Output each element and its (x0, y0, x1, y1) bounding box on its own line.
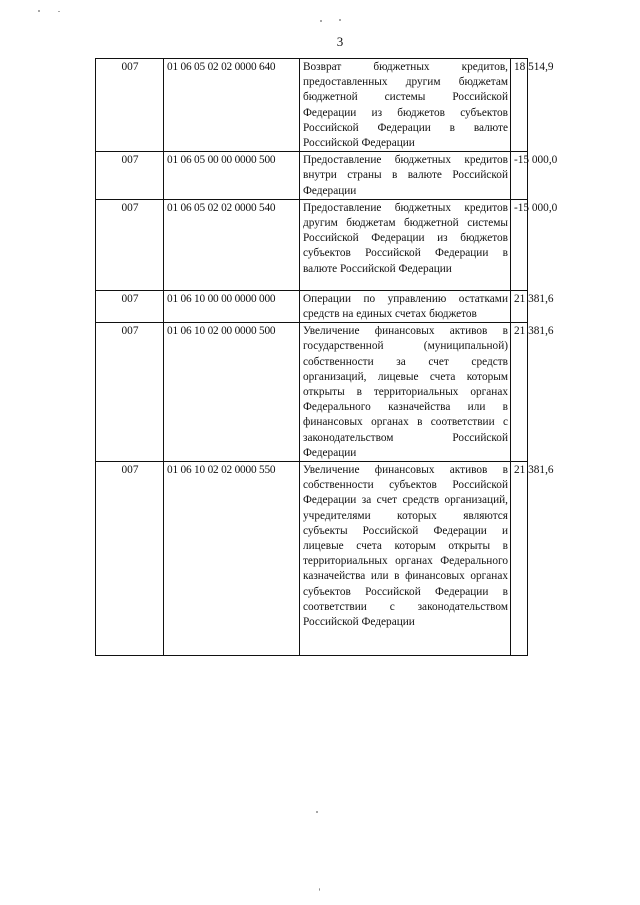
amount-cell: 21 381,6 (511, 462, 528, 656)
admin-code-cell: 007 (96, 152, 164, 200)
budget-table-body (96, 59, 558, 656)
table-row (96, 59, 528, 152)
description-cell: Предоставление бюджетных кредитов внутри страны в валюте Российской Федерации (300, 152, 511, 200)
amount-cell: 21 381,6 (511, 323, 528, 462)
admin-code-cell: 007 (96, 199, 164, 290)
table-row (96, 290, 528, 322)
scan-speck (58, 11, 60, 12)
scan-speck (38, 10, 40, 12)
budget-table (95, 58, 558, 656)
budget-code-cell: 01 06 05 00 00 0000 500 (164, 152, 300, 200)
admin-code-cell: 007 (96, 462, 164, 656)
scan-speck (339, 19, 341, 21)
budget-code-cell: 01 06 10 02 00 0000 500 (164, 323, 300, 462)
table-row (96, 199, 528, 290)
scan-speck (319, 888, 320, 891)
budget-code-cell: 01 06 05 02 02 0000 540 (164, 199, 300, 290)
admin-code-cell: 007 (96, 323, 164, 462)
scan-speck (316, 811, 318, 813)
admin-code-cell: 007 (96, 290, 164, 322)
amount-cell: -15 000,0 (511, 152, 528, 200)
table-row (96, 462, 528, 656)
amount-cell: 21 381,6 (511, 290, 528, 322)
admin-code-cell: 007 (96, 59, 164, 152)
amount-cell: -15 000,0 (511, 199, 528, 290)
description-cell: Операции по управлению остатками средств на единых счетах бюджетов (300, 290, 511, 322)
description-cell: Увеличение финансовых активов в собственности субъектов Российской Федерации за счет средств организаций, учредителями которых являются субъекты Российской Федерации и лицевые счета которым открыты в территориальных органах Федерального казначейства или в финансовых органах субъектов Российской Федерации в соответствии с законодательством Российской Федерации (300, 462, 511, 656)
table-row (96, 152, 528, 200)
description-cell: Возврат бюджетных кредитов, предоставленных другим бюджетам бюджетной системы Российской Федерации из бюджетов субъектов Российской Федерации в валюте Российской Федерации (300, 59, 511, 152)
budget-code-cell: 01 06 10 02 02 0000 550 (164, 462, 300, 656)
page-number: 3 (336, 34, 344, 49)
scan-speck (320, 20, 322, 22)
budget-code-cell: 01 06 10 00 00 0000 000 (164, 290, 300, 322)
budget-code-cell: 01 06 05 02 02 0000 640 (164, 59, 300, 152)
table-row (96, 323, 528, 462)
description-cell: Увеличение финансовых активов в государственной (муниципальной) собственности за счет средств организаций, лицевые счета которым открыты в территориальных органах Федерального казначейства или в финансовых органах в соответствии с законодательством Российской Федерации (300, 323, 511, 462)
description-cell: Предоставление бюджетных кредитов другим бюджетам бюджетной системы Российской Федерации из бюджетов субъектов Российской Федерации в валюте Российской Федерации (300, 199, 511, 290)
amount-cell: 18 514,9 (511, 59, 528, 152)
